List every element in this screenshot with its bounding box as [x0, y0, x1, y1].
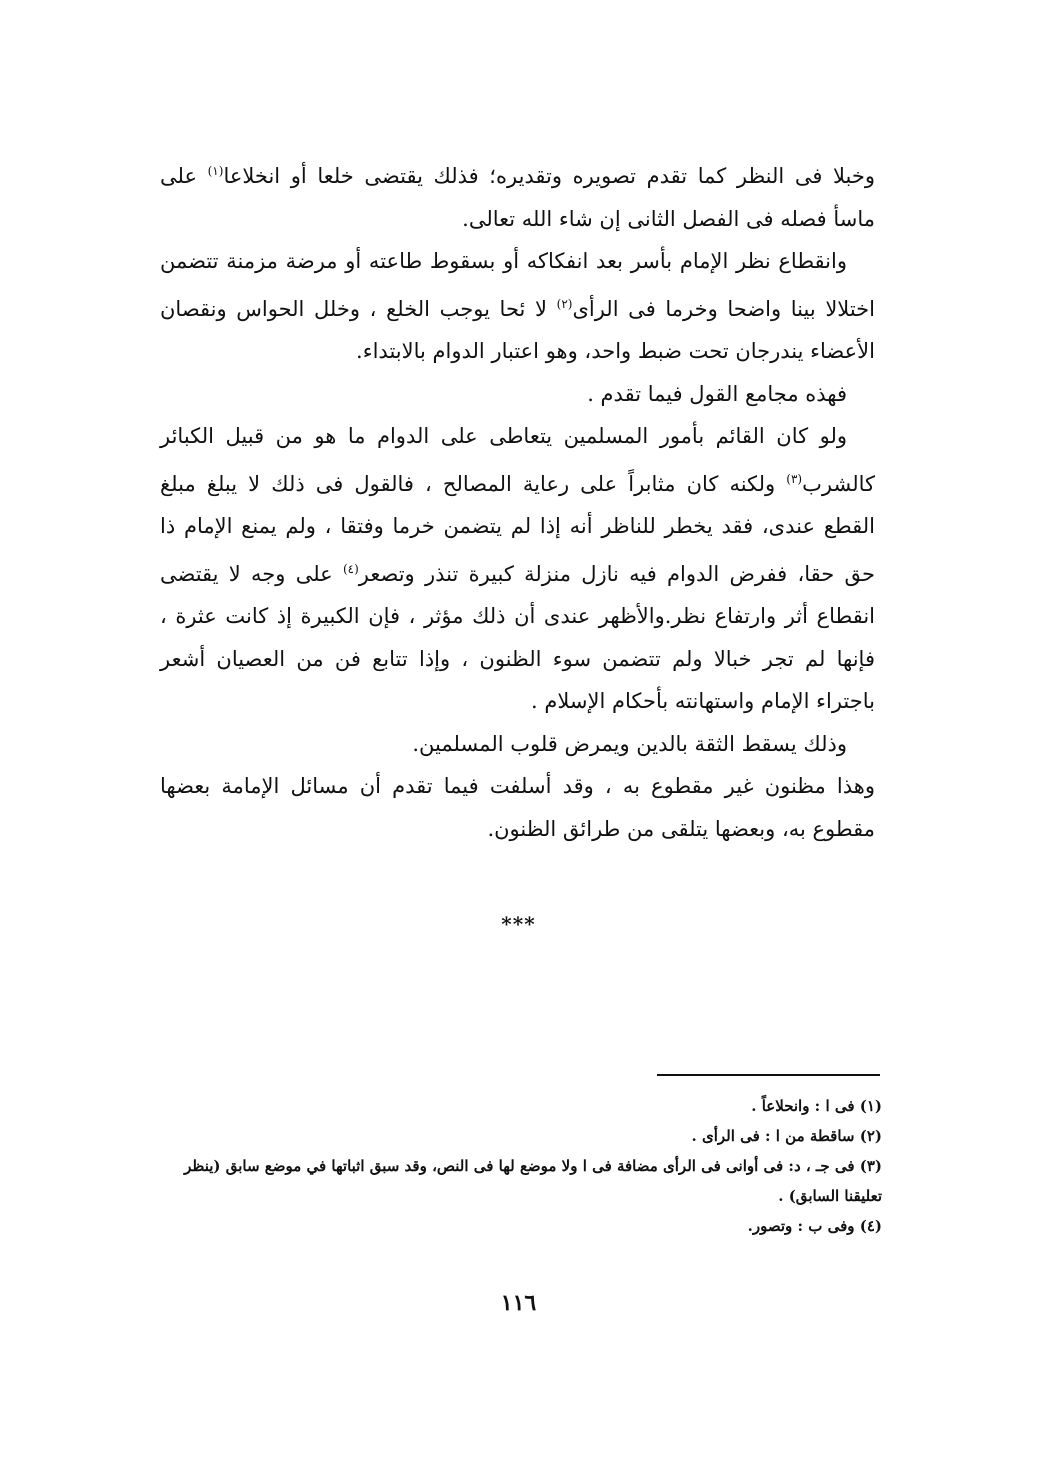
- footnote-ref-4: (٤): [342, 561, 359, 576]
- footnote-1: (١) فى ا : وانحلاعاً .: [751, 1097, 882, 1115]
- footnote-ref-2: (٢): [556, 296, 573, 311]
- paragraph-3: فهذه مجامع القول فيما تقدم .: [587, 381, 847, 406]
- footnote-divider: [657, 1074, 880, 1076]
- paragraph-4: ولو كان القائم بأمور المسلمين يتعاطى على الدوام ما هو من قبيل الكبائر كالشرب$^{(٣)}$ ولكنه كان مثابراً على رعاية المصالح ، فالقول فى ذلك لا يبلغ مبلغ القطع عندى، فقد يخطر للناظر أنه إذا لم يتضمن خرما وفتقا ، ولم يمنع الإمام ذا حق حقا، ففرض الدوام فيه نازل منزلة كبيرة تنذر وتصعر$^{(٤)}$ على وجه لا يقتضى انقطاع أثر وارتفاع نظر.والأظهر عندى أن ذلك مؤثر ، فإن الكبيرة إذ كانت عثرة ، فإنها لم تجر خبالا ولم تتضمن سوء الظنون ، وإذا تتابع فن من العصيان أشعر باجتراء الإمام واستهانته بأحكام الإسلام .: [160, 424, 875, 713]
- paragraph-5: وذلك يسقط الثقة بالدين ويمرض قلوب المسلمين.: [412, 731, 847, 756]
- page-number: ١١٦: [500, 1290, 537, 1316]
- footnote-ref-1: (١): [207, 164, 224, 178]
- footnote-2: (٢) ساقطة من ا : فى الرأى .: [691, 1127, 882, 1145]
- footnotes: [160, 1091, 882, 1241]
- section-separator: ***: [501, 912, 536, 936]
- paragraph-6: وهذا مظنون غير مقطوع به ، وقد أسلفت فيما تقدم أن مسائل الإمامة بعضها مقطوع به، وبعضها يتلقى من طرائق الظنون.: [160, 774, 875, 841]
- paragraph-2: وانقطاع نظر الإمام بأسر بعد انفكاكه أو بسقوط طاعته أو مرضة مزمنة تتضمن اختلالا بينا واضحا وخرما فى الرأى$^{(٢)}$ لا ئحا يوجب الخلع ، وخلل الحواس ونقصان الأعضاء يندرجان تحت ضبط واحد، وهو اعتبار الدوام بالابتداء.: [160, 249, 875, 363]
- footnote-4: (٤) وفى ب : وتصور.: [747, 1217, 882, 1235]
- paragraph-1: وخبلا فى النظر كما تقدم تصويره وتقديره؛ فذلك يقتضى خلعا أو انخلاعا$^{(١)}$ على ماسأ فصله فى الفصل الثانى إن شاء الله تعالى.: [160, 164, 875, 231]
- footnote-ref-3: (٣): [786, 471, 803, 486]
- footnote-3: (٣) فى جـ ، د: فى أوانى فى الرأى مضافة فى ا ولا موضع لها فى النص، وقد سبق اثباتها في موضع سابق (ينظر تعليقنا السابق) .: [184, 1157, 882, 1205]
- main-text: [160, 150, 875, 850]
